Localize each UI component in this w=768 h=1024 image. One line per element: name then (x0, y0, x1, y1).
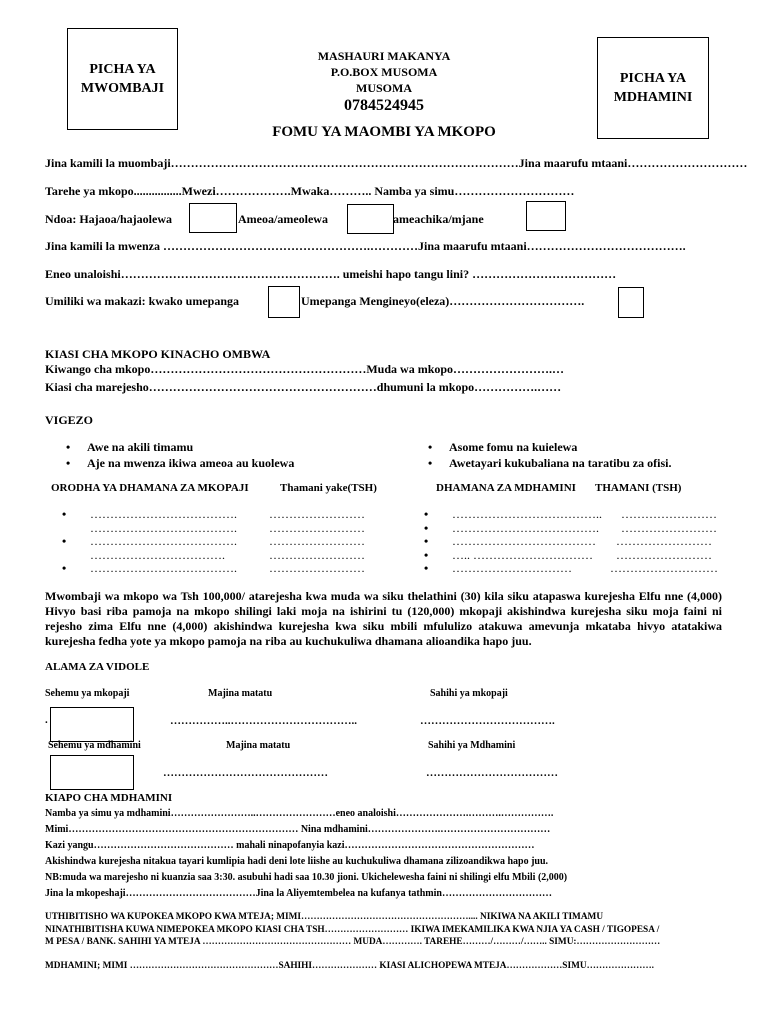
guarantor-collateral-list (424, 508, 724, 576)
row-bullet: • (62, 561, 67, 575)
row-bullet: • (62, 507, 67, 521)
marital-single-checkbox[interactable] (189, 203, 237, 233)
row-bullet: • (424, 507, 429, 521)
ownership-rent-checkbox[interactable] (268, 286, 300, 318)
guarantor-names-field[interactable]: ……………………………………… (163, 767, 328, 779)
collateral-item[interactable]: ….. ………………………… (452, 547, 593, 562)
guarantor-work-line[interactable]: Kazi yangu…………………………………… mahali ninapofanyia kazi………………………………………………… (45, 840, 535, 851)
conditions-left-list (62, 439, 294, 471)
confirmation-line[interactable]: UTHIBITISHO WA KUPOKEA MKOPO KWA MTEJA; MIMI……………………………………………….... NIKIWA NA AKILI TIMAMU (45, 912, 604, 922)
collateral-row[interactable] (424, 535, 724, 549)
collateral-value[interactable]: …………………… (269, 507, 365, 521)
loan-heading: KIASI CHA MKOPO KINACHO OMBWA (45, 347, 271, 361)
conditions-right-list (424, 439, 671, 471)
applicant-photo-box (67, 28, 178, 130)
applicant-photo-label-2: MWOMBAJI (80, 81, 165, 96)
borrower-fingerprint-box[interactable] (50, 707, 134, 742)
applicant-photo-label-1: PICHA YA (89, 62, 156, 77)
collateral-row[interactable] (62, 562, 382, 576)
loan-amount-line[interactable]: Kiwango cha mkopo………………………………………………Muda wa mkopo…………………….… (45, 362, 565, 376)
collateral-row[interactable] (62, 535, 382, 549)
residence-line[interactable]: Eneo unaloishi………………………………………………. umeishi hapo tangu lini? ……………………………… (45, 267, 617, 281)
marital-married-label: Ameoa/ameolewa (238, 212, 328, 226)
collateral-row[interactable] (424, 549, 724, 563)
row-bullet: • (62, 534, 67, 548)
collateral-row[interactable] (62, 508, 382, 522)
confirmation-block (45, 911, 735, 949)
borrower-names-label: Majina matatu (208, 688, 273, 699)
guarantor-sign-field[interactable]: ……………………………… (426, 767, 558, 779)
condition-item: • Asome fomu na kuielewa (424, 439, 671, 455)
condition-item: • Awetayari kukubaliana na taratibu za ofisi. (424, 455, 671, 471)
collateral-value[interactable]: …………………… (616, 547, 712, 562)
collateral-value[interactable]: …………………… (269, 534, 365, 548)
condition-item: • Awe na akili timamu (62, 439, 294, 455)
repayment-note: NB:muda wa marejesho ni kuanzia saa 3:30. asubuhi hadi saa 10.30 jioni. Ukichelewesha faini ni shilingi elfu Mbili (2,000) (45, 872, 568, 883)
collateral-item[interactable]: ………………………………. (90, 534, 237, 548)
collateral-row[interactable] (62, 549, 382, 563)
collateral-value[interactable]: …………………… (616, 534, 712, 548)
po-box: P.O.BOX MUSOMA (330, 65, 438, 79)
phone-number: 0784524945 (344, 97, 424, 114)
guarantor-fingerprint-box[interactable] (50, 755, 134, 790)
borrower-names-field[interactable]: ……………..…………………………….. (170, 715, 357, 727)
collateral-row[interactable] (424, 508, 724, 522)
collateral-row[interactable] (424, 522, 724, 536)
collateral-row[interactable] (424, 562, 724, 576)
borrower-collateral-list (62, 508, 382, 576)
guarantor-value-heading: THAMANI (TSH) (595, 482, 682, 494)
ownership-other-line[interactable]: Umepanga Mengineyo(eleza)……………………………. (301, 294, 585, 308)
leading-dot: . (45, 714, 48, 726)
row-bullet: • (424, 534, 429, 548)
borrower-value-heading: Thamani yake(TSH) (280, 482, 377, 494)
marital-separated-label: ameachika/mjane (393, 212, 484, 226)
conditions-heading: VIGEZO (45, 413, 94, 427)
row-bullet: • (424, 547, 429, 562)
guarantor-phone-line[interactable]: Namba ya simu ya mdhamini……………………..……………………eneo analoishi………………….……….……………. (45, 808, 554, 819)
oath-lines (45, 806, 735, 902)
ownership-label: Umiliki wa makazi: kwako umepanga (45, 294, 240, 308)
collateral-value[interactable]: …………………… (269, 547, 365, 562)
guarantor-sign-label: Sahihi ya Mdhamini (428, 740, 516, 751)
spouse-name-line[interactable]: Jina kamili la mwenza …………………………………………….…………Jina maarufu mtaani…………………………………. (45, 239, 686, 253)
collateral-value[interactable]: …………………… (621, 520, 717, 535)
collateral-row[interactable] (62, 522, 382, 536)
collateral-item[interactable]: ………………………… (452, 561, 572, 575)
confirmation-line[interactable]: NINATHIBITISHA KUWA NIMEPOKEA MKOPO KIASI CHA TSH……………………… IKIWA IMEKAMILIKA KWA NJIA YA CASH / TIGOPESA / (45, 924, 660, 935)
guarantor-pledge: Akishindwa kurejesha nitakua tayari kumlipia hadi deni lote liishe au kuchukuliwa dhamana zilizoandikwa hapo juu. (45, 856, 549, 867)
condition-item: • Aje na mwenza ikiwa ameoa au kuolewa (62, 455, 294, 471)
guarantor-name-line[interactable]: Mimi…………………………………………………………… Nina mdhamini………………….…………………………… (45, 824, 551, 835)
full-name-line[interactable]: Jina kamili la muombaji……………………………………………………………………………Jina maarufu mtaani………………………… (45, 156, 748, 170)
collateral-item[interactable]: ………………………………. (90, 507, 237, 521)
collateral-value[interactable]: ……………………… (610, 561, 718, 575)
org-name: MASHAURI MAKANYA (317, 49, 451, 63)
guarantor-collateral-heading: DHAMANA ZA MDHAMINI (436, 482, 576, 494)
fingerprints-heading: ALAMA ZA VIDOLE (45, 661, 150, 673)
marital-single-label: Ndoa: Hajaoa/hajaolewa (45, 212, 172, 226)
loan-repayment-line[interactable]: Kiasi cha marejesho…………………………………………………dhumuni la mkopo…………….…… (45, 380, 562, 394)
form-title: FOMU YA MAOMBI YA MKOPO (272, 124, 496, 140)
collateral-item[interactable]: ……………………………. (90, 547, 225, 562)
borrower-sign-label: Sahihi ya mkopaji (430, 688, 508, 699)
marital-married-checkbox[interactable] (347, 204, 394, 234)
collateral-value[interactable]: …………………… (269, 520, 365, 535)
oath-heading: KIAPO CHA MDHAMINI (45, 792, 173, 804)
borrower-part-label: Sehemu ya mkopaji (45, 688, 130, 699)
collateral-item[interactable]: ………………………………. (90, 561, 237, 575)
collateral-item[interactable]: ……………………………… (452, 534, 596, 548)
guarantor-photo-box (597, 37, 709, 139)
lender-name-line[interactable]: Jina la mkopeshaji…………………………………Jina la Aliyemtembelea na kufanya tathmin…………………………… (45, 888, 552, 899)
ownership-other-checkbox[interactable] (618, 287, 644, 318)
terms-paragraph: Mwombaji wa mkopo wa Tsh 100,000/ atarejesha kwa muda wa siku thelathini (30) kila siku atapaswa kurejesha Elfu nne (4,000) Hivyo basi riba pamoja na mkopo shilingi laki moja na ishirini tu (120,000) mkopaji akishindwa kurejesha siku moja faini ni rejesho zima Elfu nne (4,000) akishindwa kurejesha kwa siku mbili mfululizo atakuwa amevunja mkataba hivyo atatakiwa kurejesha fedha yote ya mkopo pamoja na riba au kuchukuliwa dhamana alioandika hapo juu. (45, 589, 722, 648)
collateral-item[interactable]: ………………………………. (452, 520, 599, 535)
collateral-value[interactable]: …………………… (621, 507, 717, 521)
guarantor-part-label: Sehemu ya mdhamini (48, 740, 141, 751)
confirmation-line[interactable]: M PESA / BANK. SAHIHI YA MTEJA ………………………………………… MUDA…………. TAREHE………/………/…….. SIMU:……………………… (45, 937, 661, 947)
row-bullet: • (424, 561, 429, 575)
header (240, 48, 528, 116)
collateral-item[interactable]: ……………………………….. (452, 507, 602, 521)
guarantor-photo-label-1: PICHA YA (619, 71, 687, 86)
borrower-sign-field[interactable]: ………………………………. (420, 715, 555, 727)
guarantor-names-label: Majina matatu (226, 740, 291, 751)
collateral-item[interactable]: ………………………………. (90, 520, 237, 535)
loan-date-line[interactable]: Tarehe ya mkopo................Mwezi……………….Mwaka……….. Namba ya simu………………………… (45, 184, 575, 198)
collateral-value[interactable]: …………………… (269, 561, 365, 575)
borrower-collateral-heading: ORODHA YA DHAMANA ZA MKOPAJI (51, 482, 249, 494)
guarantor-photo-label-2: MDHAMINI (613, 90, 693, 105)
marital-separated-checkbox[interactable] (526, 201, 566, 231)
row-bullet: • (424, 520, 429, 535)
guarantor-signature-line[interactable]: MDHAMINI; MIMI …………………………………………SAHIHI………………… KIASI ALICHOPEWA MTEJA………………SIMU…………………. (45, 961, 654, 971)
town: MUSOMA (356, 81, 412, 95)
